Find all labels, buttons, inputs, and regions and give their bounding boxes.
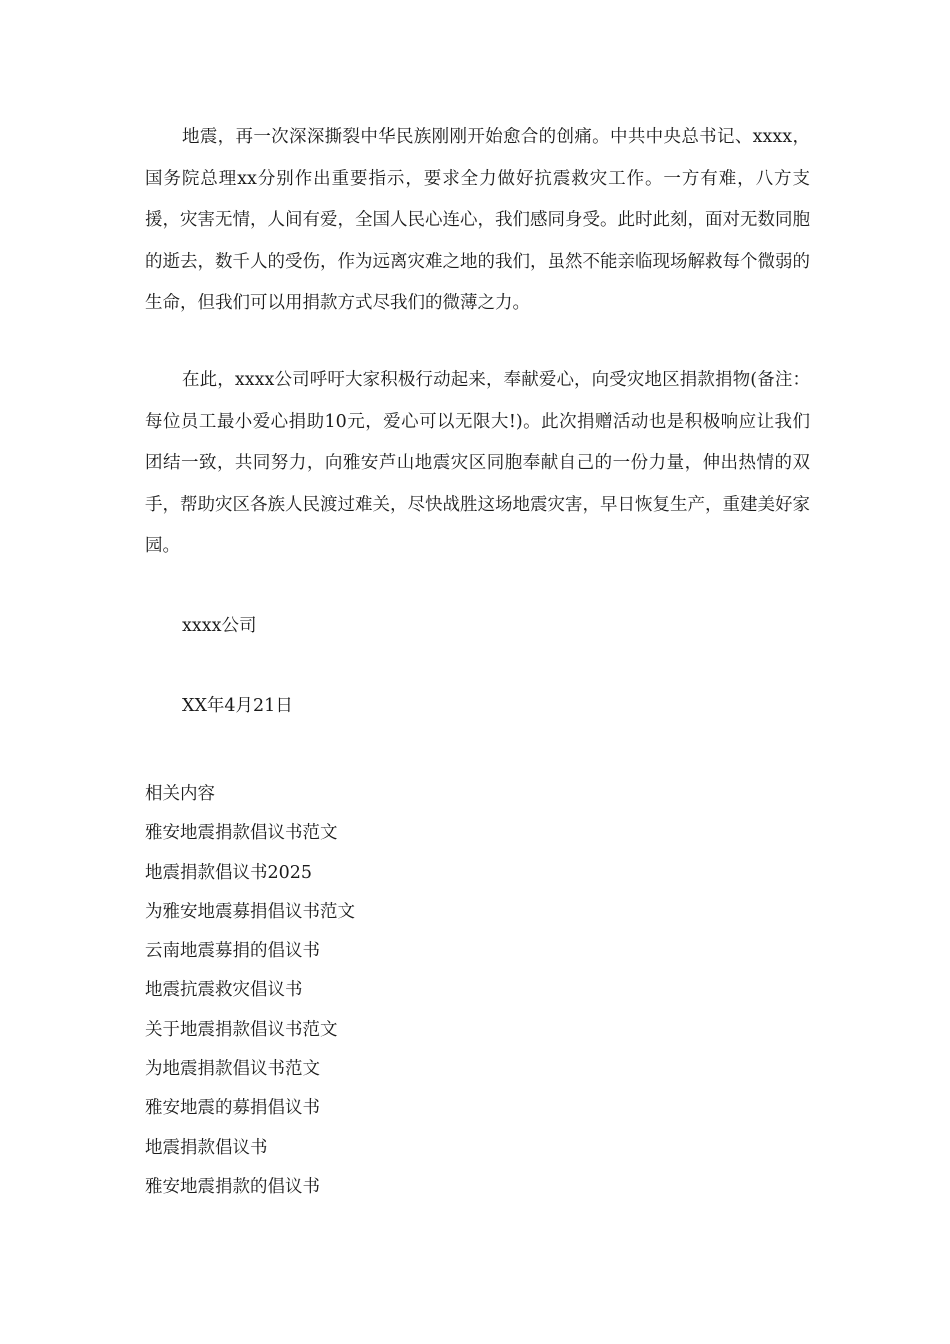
- related-link-item[interactable]: [145, 893, 355, 932]
- related-link-item[interactable]: [145, 1168, 355, 1207]
- related-link[interactable]: 地震捐款倡议书2025: [145, 862, 313, 883]
- related-link-item[interactable]: [145, 1050, 355, 1089]
- related-link-item[interactable]: [145, 814, 355, 853]
- related-link[interactable]: 关于地震捐款倡议书范文: [145, 1019, 338, 1040]
- body-paragraph-1: 地震，再一次深深撕裂中华民族刚刚开始愈合的创痛。中共中央总书记、xxxx，国务院总理xx分别作出重要指示，要求全力做好抗震救灾工作。一方有难，八方支援，灾害无情，人间有爱，全国人民心连心，我们感同身受。此时此刻，面对无数同胞的逝去，数千人的受伤，作为远离灾难之地的我们，虽然不能亲临现场解救每个微弱的生命，但我们可以用捐款方式尽我们的微薄之力。: [145, 127, 810, 313]
- related-link-item[interactable]: [145, 1011, 355, 1050]
- related-link[interactable]: 地震捐款倡议书: [145, 1137, 268, 1158]
- signature-company: xxxx公司: [182, 616, 257, 636]
- related-link-item[interactable]: [145, 932, 355, 971]
- related-link[interactable]: 雅安地震的募捐倡议书: [145, 1098, 320, 1119]
- related-link[interactable]: 为雅安地震募捐倡议书范文: [145, 901, 355, 922]
- related-link[interactable]: 为地震捐款倡议书范文: [145, 1059, 320, 1080]
- related-link-item[interactable]: [145, 971, 355, 1010]
- related-content-heading: 相关内容: [145, 784, 215, 804]
- related-link-item[interactable]: [145, 1089, 355, 1128]
- related-content-list: [145, 775, 355, 1207]
- related-link[interactable]: 云南地震募捐的倡议书: [145, 941, 320, 962]
- signature-date: XX年4月21日: [182, 696, 293, 716]
- related-link[interactable]: 雅安地震捐款倡议书范文: [145, 823, 338, 844]
- related-link[interactable]: 雅安地震捐款的倡议书: [145, 1176, 320, 1197]
- related-link-item[interactable]: [145, 1129, 355, 1168]
- related-link[interactable]: 地震抗震救灾倡议书: [145, 980, 303, 1001]
- related-link-item[interactable]: [145, 854, 355, 893]
- body-paragraph-2: 在此，xxxx公司呼吁大家积极行动起来，奉献爱心，向受灾地区捐款捐物(备注：每位员工最小爱心捐助10元，爱心可以无限大!)。此次捐赠活动也是积极响应让我们团结一致，共同努力，向雅安芦山地震灾区同胞奉献自己的一份力量，伸出热情的双手，帮助灾区各族人民渡过难关，尽快战胜这场地震灾害，早日恢复生产，重建美好家园。: [145, 370, 810, 556]
